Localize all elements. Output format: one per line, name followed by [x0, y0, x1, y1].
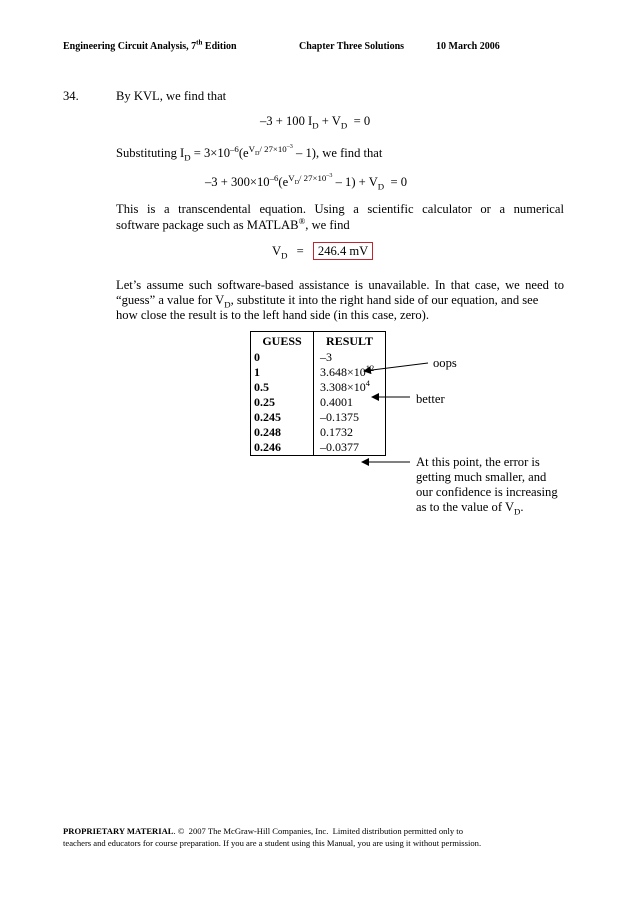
subst-exp-sub: D [255, 150, 260, 157]
problem-intro: By KVL, we find that [116, 89, 227, 103]
result-equals: = [296, 244, 304, 258]
subst-exp-v: V [248, 143, 255, 154]
oops-arrow [364, 363, 428, 371]
note-point-4-sub: D [514, 506, 521, 517]
header-chapter: Chapter Three Solutions [299, 41, 405, 52]
eq2-sup-a: –6 [269, 172, 279, 183]
note-point-line-2: getting much smaller, and [416, 470, 547, 484]
eq2-part-c: – 1) + V [332, 175, 378, 189]
para2-line2-a: “guess” a value for V [116, 293, 225, 307]
footer-line-2: teachers and educators for course preparation. If you are a student using this Manual, you are using it without permission. [63, 838, 482, 848]
result-exponent: 4 [365, 379, 370, 388]
problem-number: 34. [63, 89, 79, 103]
subst-part-a: Substituting I [116, 146, 185, 160]
subst-part-c: (e [238, 146, 249, 160]
paragraph-2-line-1: Let’s assume such software-based assistance is unavailable. In that case, we need to [116, 278, 564, 292]
footer-line-1 [63, 826, 563, 836]
subst-part-b: = 3×10 [190, 146, 231, 160]
guess-cell: 0.246 [251, 440, 314, 455]
subst-sub-a: D [184, 152, 191, 163]
guess-cell: 0.5 [251, 380, 314, 395]
result-value: –0.0377 [320, 440, 359, 454]
result-value: 3.648×10 [320, 365, 366, 379]
guess-cell: 0.245 [251, 410, 314, 425]
result-value: 3.308×10 [320, 380, 366, 394]
note-point-line-4 [416, 500, 524, 515]
result-exponent: 12 [365, 364, 375, 373]
subst-exp-power: –3 [286, 143, 293, 150]
subst-part-d: – 1), we find that [292, 146, 383, 160]
eq2-part-b: (e [278, 175, 289, 189]
note-oops: oops [433, 356, 457, 370]
note-point-4a: as to the value of V [416, 500, 515, 514]
eq2-part-d: = 0 [384, 175, 408, 189]
eq2-sub-c: D [377, 181, 385, 192]
eq2-exp-v: V [288, 172, 295, 183]
registered-mark: ® [298, 215, 306, 226]
note-point-line-1: At this point, the error is [416, 455, 540, 469]
guess-cell: 1 [251, 365, 314, 380]
result-value: 0.4001 [320, 395, 353, 409]
para2-line2-sub: D [224, 299, 231, 310]
subst-exp-rest: / 27×10 [259, 143, 287, 154]
eq1-sub-a: D [312, 120, 319, 131]
result-lhs: V [272, 244, 282, 258]
eq1-part-a: –3 + 100 I [260, 114, 313, 128]
result-value: 0.1732 [320, 425, 353, 439]
header-title-text: Engineering Circuit Analysis, 7 [63, 41, 197, 52]
subst-sup-b: –6 [230, 143, 239, 154]
guess-cell: 0.25 [251, 395, 314, 410]
eq1-sub-b: D [340, 120, 348, 131]
result-value-box: 246.4 mV [313, 242, 373, 260]
header-title-end: Edition [202, 41, 237, 52]
eq2-exp-power: –3 [326, 172, 333, 179]
note-point-line-3: our confidence is increasing [416, 485, 558, 499]
note-better: better [416, 392, 445, 406]
guess-cell: 0 [251, 350, 314, 365]
eq1-part-b: + V [318, 114, 341, 128]
note-point-4b: . [520, 500, 524, 514]
result-value: –3 [320, 350, 332, 364]
guess-cell: 0.248 [251, 425, 314, 440]
footer-label: PROPRIETARY MATERIAL [63, 826, 174, 836]
para1-line2-end: , we find [305, 218, 350, 232]
eq1-part-c: = 0 [347, 114, 371, 128]
header-title-sup: th [196, 38, 203, 47]
eq2-exp-rest: / 27×10 [299, 172, 327, 183]
eq2-part-a: –3 + 300×10 [205, 175, 270, 189]
paragraph-1-line-1: This is a transcendental equation. Using a scientific calculator or a numerical [116, 202, 564, 216]
header-date: 10 March 2006 [436, 41, 500, 52]
result-lhs-sub: D [281, 250, 288, 261]
para1-line2-text: software package such as MATLAB [116, 218, 299, 232]
para2-line2-b: , substitute it into the right hand side of our equation, and see [230, 293, 539, 307]
column-header-result: RESULT [326, 334, 373, 348]
eq2-exp-sub: D [294, 179, 300, 186]
column-header-guess: GUESS [251, 332, 314, 350]
result-value: –0.1375 [320, 410, 359, 424]
paragraph-2-line-3: how close the result is to the left hand side (in this case, zero). [116, 308, 430, 322]
footer-line-1-rest: . © 2007 The McGraw-Hill Companies, Inc. Limited distribution permitted only to [173, 826, 463, 836]
